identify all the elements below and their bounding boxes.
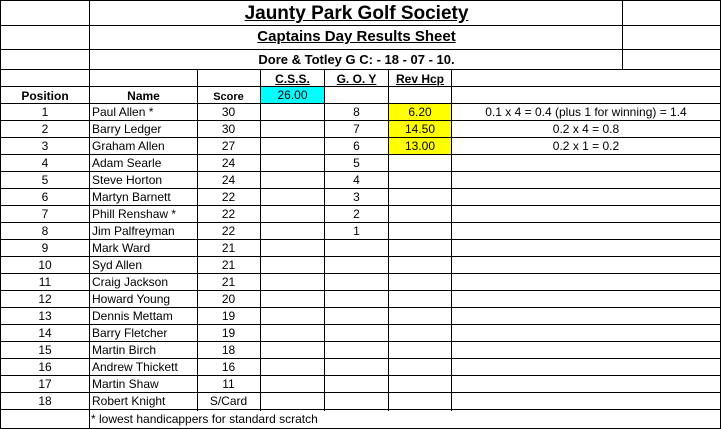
grid-vline [451,69,452,411]
goy-cell: 2 [353,207,360,221]
name-cell: Andrew Thickett [92,360,178,374]
name-cell: Phill Renshaw * [92,207,177,221]
position-cell: 3 [41,139,49,153]
position-cell: 16 [38,360,52,374]
name-cell: Martin Shaw [92,377,159,391]
grid-hline [0,49,721,50]
score-cell: 21 [221,275,236,289]
grid-vline [324,69,325,411]
grid-hline [0,205,721,206]
score-cell: 22 [221,190,236,204]
goy-cell: 5 [353,156,360,170]
grid-hline [0,171,721,172]
position-cell: 9 [41,241,49,255]
note-cell: 0.2 x 1 = 0.2 [552,139,620,153]
score-cell: S/Card [209,394,248,408]
grid-hline [0,375,721,376]
score-cell: 16 [221,360,236,374]
goy-cell: 7 [353,122,360,136]
name-header: Name [127,89,160,103]
name-cell: Barry Ledger [92,122,162,136]
position-cell: 18 [38,394,52,408]
grid-hline [0,358,721,359]
score-cell: 27 [221,139,236,153]
goy-cell: 8 [353,105,360,119]
score-cell: 21 [221,258,236,272]
score-cell: 11 [222,377,235,391]
grid-vline [0,0,1,429]
grid-hline [0,341,721,342]
note-cell: 0.2 x 4 = 0.8 [552,122,620,136]
sheet-subtitle: Captains Day Results Sheet [257,28,456,45]
score-cell: 19 [221,309,236,323]
grid-hline [0,409,721,410]
grid-vline [89,0,90,429]
grid-hline [0,290,721,291]
goy-cell: 4 [353,173,360,187]
position-cell: 2 [41,122,49,136]
name-cell: Jim Palfreyman [92,224,175,238]
position-cell: 6 [41,190,49,204]
note-cell: 0.1 x 4 = 0.4 (plus 1 for winning) = 1.4 [485,105,687,119]
grid-hline [0,239,721,240]
position-cell: 12 [38,292,52,306]
score-cell: 24 [221,173,236,187]
footnote: * lowest handicappers for standard scratch [91,412,318,426]
grid-hline [0,69,721,70]
sheet-title: Jaunty Park Golf Society [244,3,469,24]
name-cell: Dennis Mettam [92,309,173,323]
goy-cell: 3 [353,190,360,204]
grid-hline [0,188,721,189]
rev-hcp-cell: 6.20 [408,105,432,119]
grid-vline [622,0,623,69]
grid-hline [0,222,721,223]
name-cell: Robert Knight [92,394,166,408]
name-cell: Martin Birch [92,343,157,357]
position-header: Position [21,89,69,103]
position-cell: 15 [38,343,52,357]
score-cell: 20 [221,292,236,306]
name-cell: Graham Allen [92,139,165,153]
name-cell: Mark Ward [92,241,151,255]
score-cell: 18 [221,343,236,357]
grid-hline [0,154,721,155]
position-cell: 10 [38,258,52,272]
score-cell: 22 [221,224,236,238]
score-cell: 24 [221,156,236,170]
position-cell: 14 [38,326,52,340]
score-cell: 30 [221,122,236,136]
name-cell: Steve Horton [92,173,163,187]
goy-header: G. O. Y [336,72,377,86]
score-cell: 21 [221,241,236,255]
grid-vline [260,69,261,411]
position-cell: 7 [41,207,49,221]
css-header: C.S.S. [275,72,310,86]
position-cell: 11 [38,275,52,289]
grid-hline [0,120,721,121]
position-cell: 5 [41,173,49,187]
grid-hline [0,324,721,325]
grid-hline [0,137,721,138]
score-cell: 30 [221,105,236,119]
name-cell: Paul Allen * [92,105,154,119]
name-cell: Adam Searle [92,156,162,170]
grid-hline [0,25,721,26]
grid-hline [0,392,721,393]
name-cell: Craig Jackson [92,275,169,289]
rev-hcp-header: Rev Hcp [395,72,445,86]
position-cell: 13 [38,309,52,323]
name-cell: Barry Fletcher [92,326,168,340]
grid-vline [197,69,198,411]
rev-hcp-cell: 13.00 [404,139,436,153]
name-cell: Syd Allen [92,258,143,272]
position-cell: 1 [41,105,49,119]
name-cell: Howard Young [92,292,171,306]
position-cell: 8 [41,224,49,238]
grid-hline [0,273,721,274]
rev-hcp-cell: 14.50 [404,122,436,136]
grid-vline [720,0,721,429]
name-cell: Martyn Barnett [92,190,171,204]
grid-hline [0,0,721,1]
grid-hline [0,256,721,257]
goy-cell: 6 [353,139,360,153]
goy-cell: 1 [353,224,360,238]
grid-hline [0,86,721,87]
position-cell: 4 [41,156,49,170]
score-cell: 22 [221,207,236,221]
grid-hline [0,307,721,308]
score-cell: 19 [221,326,236,340]
grid-vline [388,69,389,411]
css-value: 26.00 [277,88,308,102]
venue-date: Dore & Totley G C: - 18 - 07 - 10. [258,52,455,67]
grid-hline [0,103,721,104]
position-cell: 17 [38,377,52,391]
score-header: Score [213,91,244,103]
